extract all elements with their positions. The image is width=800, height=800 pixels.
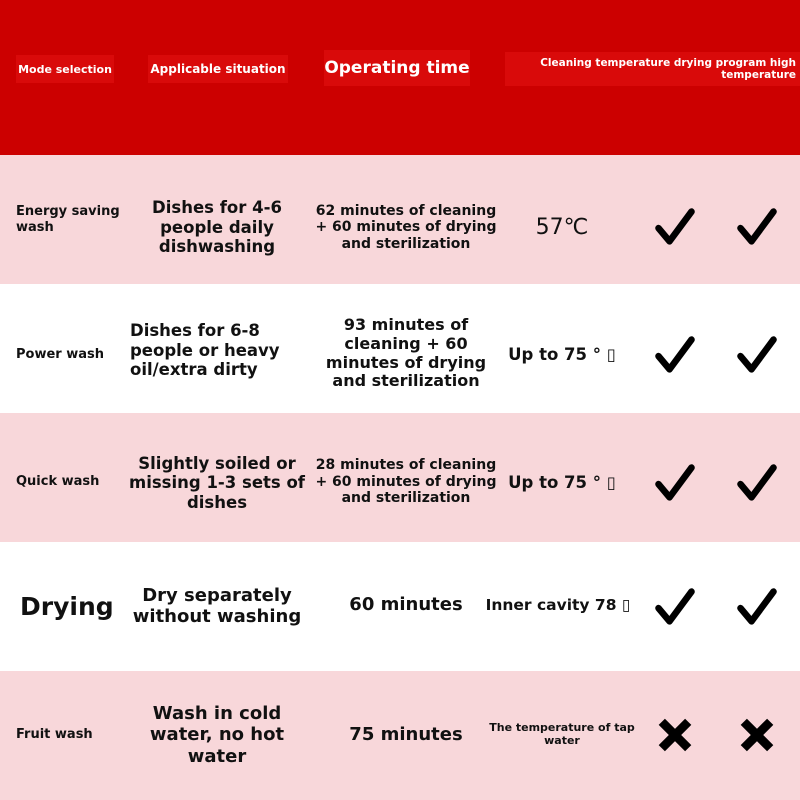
temperature-text: Up to 75 ° ▯ xyxy=(508,344,616,364)
check-icon xyxy=(735,205,779,249)
cross-icon xyxy=(735,713,779,757)
situation-text: Dishes for 4-6 people daily dishwashing xyxy=(152,198,282,257)
temperature-text: Inner cavity 78 ▯ xyxy=(485,595,631,614)
header-time: Operating time xyxy=(324,50,470,86)
header-right: Cleaning temperature drying program high temperature xyxy=(505,52,800,86)
temperature-text: The temperature of tap water xyxy=(489,721,635,747)
mode-label: Drying xyxy=(20,592,114,622)
situation-text: Slightly soiled or missing 1-3 sets of dishes xyxy=(129,453,305,512)
mode-label: Energy saving wash xyxy=(16,204,120,235)
table-header xyxy=(0,0,800,155)
time-text: 93 minutes of cleaning + 60 minutes of drying and sterilization xyxy=(325,314,487,391)
table-row xyxy=(0,284,800,413)
situation-text: Wash in cold water, no hot water xyxy=(149,703,285,767)
header-situation: Applicable situation xyxy=(148,55,288,83)
temperature-text: Up to 75 ° ▯ xyxy=(508,473,616,493)
table-row xyxy=(0,542,800,671)
check-icon xyxy=(653,333,697,377)
check-icon xyxy=(653,461,697,505)
mode-label: Fruit wash xyxy=(16,727,93,743)
check-icon xyxy=(735,461,779,505)
header-mode: Mode selection xyxy=(16,55,114,83)
time-text: 28 minutes of cleaning + 60 minutes of drying and sterilization xyxy=(315,457,497,507)
table-row xyxy=(0,413,800,542)
time-text: 60 minutes xyxy=(349,594,463,616)
situation-text: Dishes for 6-8 people or heavy oil/extra dirty xyxy=(130,321,280,380)
mode-label: Power wash xyxy=(16,347,104,363)
cross-icon xyxy=(653,713,697,757)
situation-text: Dry separately without washing xyxy=(132,584,302,627)
temperature-text: 57℃ xyxy=(535,214,589,240)
check-icon xyxy=(653,585,697,629)
time-text: 62 minutes of cleaning + 60 minutes of drying and sterilization xyxy=(315,202,497,252)
table-row xyxy=(0,671,800,800)
check-icon xyxy=(735,333,779,377)
check-icon xyxy=(653,205,697,249)
check-icon xyxy=(735,585,779,629)
mode-label: Quick wash xyxy=(16,474,100,490)
time-text: 75 minutes xyxy=(349,724,463,746)
table-row xyxy=(0,155,800,284)
